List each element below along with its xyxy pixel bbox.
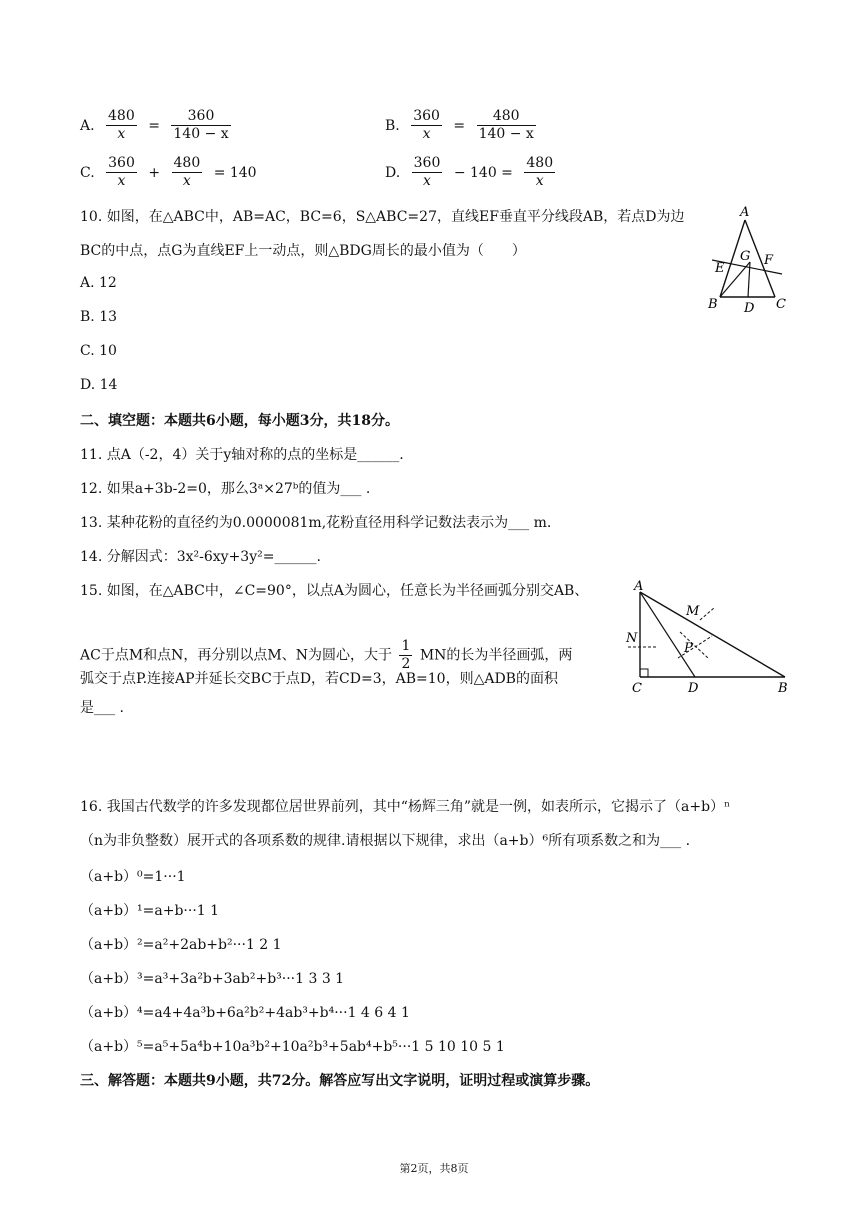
half-fraction: $\frac{1}{2}$ xyxy=(401,638,411,672)
label-c: C xyxy=(776,297,786,312)
label-f: F xyxy=(764,253,774,268)
q16-stem-line2: （n为非负整数）展开式的各项系数的规律.请根据以下规律，求出（a+b）⁶所有项系数之和为___ . xyxy=(80,833,691,849)
q15-stem-line3: 弧交于点P.连接AP并延长交BC于点D，若CD=3，AB=10，则△ADB的面积 xyxy=(80,671,558,687)
label-a: A xyxy=(740,205,750,220)
q10-option-d: D. 14 xyxy=(80,377,118,393)
pascal-row-2: （a+b）²=a²+2ab+b²···1 2 1 xyxy=(80,937,282,953)
label-p: P xyxy=(684,641,693,656)
q10-stem-line1: 10. 如图，在△ABC中，AB=AC，BC=6，S△ABC=27，直线EF垂直平分线段AB，若点D为边 xyxy=(80,209,685,225)
q9-option-a: A. $\frac{480}{x}$ = $\frac{360}{140 - x}$ xyxy=(80,108,229,142)
fraction: $\frac{480}{x}$ xyxy=(173,155,201,189)
pascal-row-1: （a+b）¹=a+b···1 1 xyxy=(80,903,220,919)
label-e: E xyxy=(715,261,725,276)
label-g: G xyxy=(740,249,751,264)
segment-bg xyxy=(720,262,750,297)
section-3-heading: 三、解答题：本题共9小题，共72分。解答应写出文字说明，证明过程或演算步骤。 xyxy=(80,1073,600,1089)
label-m: M xyxy=(686,604,700,619)
q10-option-a: A. 12 xyxy=(80,275,117,291)
q10-option-c: C. 10 xyxy=(80,343,117,359)
q16-stem-line1: 16. 我国古代数学的许多发现都位居世界前列，其中“杨辉三角”就是一例，如表所示，它揭示了（a+b）ⁿ xyxy=(80,799,731,815)
q11: 11. 点A（-2，4）关于y轴对称的点的坐标是______. xyxy=(80,447,404,463)
q14: 14. 分解因式：3x²-6xy+3y²=______. xyxy=(80,549,321,565)
q10-option-b: B. 13 xyxy=(80,309,118,325)
q12: 12. 如果a+3b-2=0，那么3ᵃ×27ᵇ的值为___ . xyxy=(80,481,371,497)
pascal-row-0: （a+b）⁰=1···1 xyxy=(80,869,186,885)
q13: 13. 某种花粉的直径约为0.0000081m,花粉直径用科学记数法表示为___ m. xyxy=(80,515,552,531)
fraction: $\frac{360}{140 - x}$ xyxy=(173,108,229,142)
q10-stem-line2: BC的中点，点G为直线EF上一动点，则△BDG周长的最小值为（ ） xyxy=(80,243,526,259)
section-2-heading: 二、填空题：本题共6小题，每小题3分，共18分。 xyxy=(80,413,399,429)
q9-option-c: C. $\frac{360}{x}$ + $\frac{480}{x}$ = 140 xyxy=(80,155,257,189)
pascal-row-5: （a+b）⁵=a⁵+5a⁴b+10a³b²+10a²b³+5ab⁴+b⁵···1 5 10 10 5 1 xyxy=(80,1039,505,1055)
q15-right-triangle-figure xyxy=(620,580,800,700)
label-b: B xyxy=(778,681,788,696)
fraction: $\frac{480}{x}$ xyxy=(108,108,135,142)
label-b: B xyxy=(708,297,718,312)
label-c: C xyxy=(632,681,642,696)
label-n: N xyxy=(626,631,638,646)
label-a: A xyxy=(634,580,644,594)
segment-ab xyxy=(640,592,785,677)
fraction: $\frac{360}{x}$ xyxy=(413,108,440,142)
q15-stem-line2: AC于点M和点N，再分别以点M、N为圆心，大于 $\frac{1}{2}$ MN的长为半径画弧，两 xyxy=(80,638,573,672)
fraction: $\frac{360}{x}$ xyxy=(413,155,441,189)
pascal-row-4: （a+b）⁴=a4+4a³b+6a²b²+4ab³+b⁴···1 4 6 4 1 xyxy=(80,1005,410,1021)
q9-option-b: B. $\frac{360}{x}$ = $\frac{480}{140 - x}$ xyxy=(385,108,534,142)
fraction: $\frac{360}{x}$ xyxy=(108,155,135,189)
page-footer: 第2页，共8页 xyxy=(399,1162,469,1175)
q10-triangle-figure xyxy=(700,200,800,320)
q9-option-d: D. $\frac{360}{x}$ − 140 = $\frac{480}{x}$ xyxy=(385,155,554,189)
q15-stem-line4: 是___ . xyxy=(80,700,124,716)
q15-stem-line1: 15. 如图，在△ABC中，∠C=90°，以点A为圆心，任意长为半径画弧分别交AB、 xyxy=(80,583,589,599)
label-d: D xyxy=(688,681,699,696)
pascal-row-3: （a+b）³=a³+3a²b+3ab²+b³···1 3 3 1 xyxy=(80,971,345,987)
fraction: $\frac{480}{140 - x}$ xyxy=(478,108,534,142)
right-angle-mark xyxy=(640,669,648,677)
fraction: $\frac{480}{x}$ xyxy=(526,155,554,189)
label-d: D xyxy=(744,301,755,316)
arc-mark-m xyxy=(700,608,714,620)
